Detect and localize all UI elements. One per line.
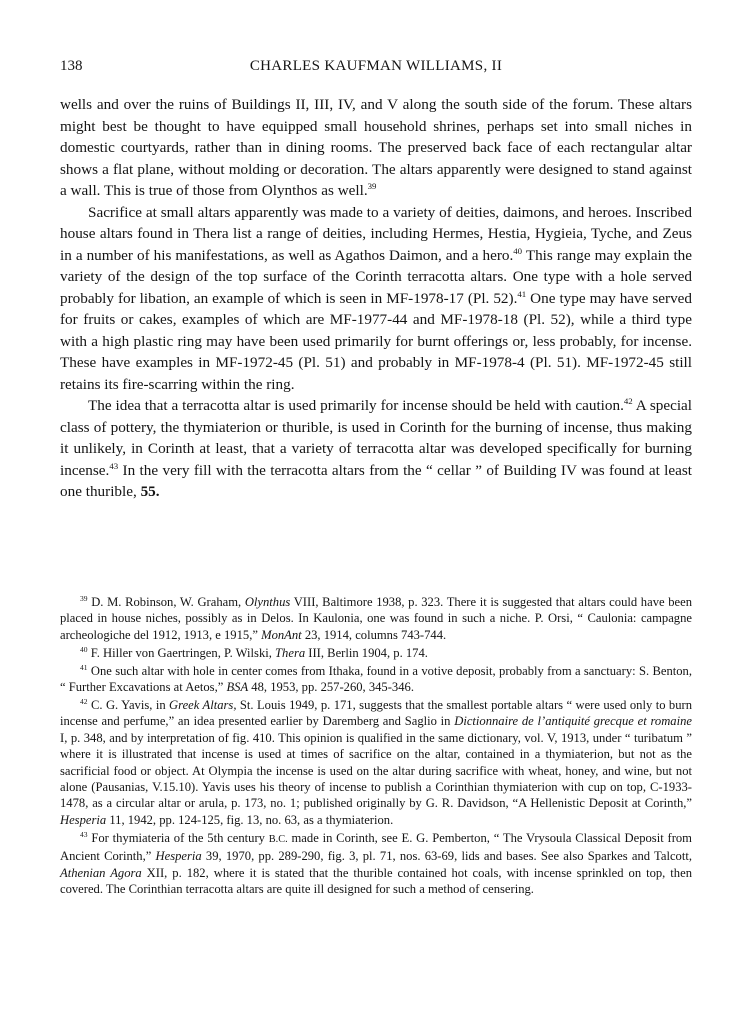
footnote-number: 40 [80, 644, 88, 654]
footnote-number: 43 [80, 829, 88, 839]
footnote-40: $^{40}$ F. Hiller von Gaertringen, P. Wilski, Thera III, Berlin 1904, p. 174. [80, 644, 428, 660]
page-number: 138 [60, 58, 83, 74]
footnote-number: 42 [80, 696, 88, 706]
footnote-42: $^{42}$ C. G. Yavis, in Greek Altars, St. Louis 1949, p. 171, suggests that the smallest portable altars “ were used only to burn incense and perfume,” an idea presented earlier by Daremberg and Saglio in Dictionnaire de l’antiquité grecque et romaine I, p. 348, and by interpretation of fig. 410. This opinion is qualified in the same dictionary, vol. V, 1913, under “ turibatum ” where it is illustrated that incense is used at times of sacrifice on the altar, contained in a thymiaterion, but not as the sacrificial food or object. At Olympia the incense is used on the altar during sacrifice with wheat, honey, and wine, but not alone (Pausanias, V.15.10). Yavis uses his theory of incense to publish a Corinthian thymiaterion with cup on top, C-1933-1478, as a circular altar or arula, p. 173, no. 1; published originally by G. R. Davidson, “A Hellenistic Deposit at Corinth,” Hesperia 11, 1942, pp. 124-125, fig. 13, no. 63, as a thymiaterion. [60, 696, 692, 827]
footnote-ref-43[interactable]: 43 [109, 460, 119, 471]
footnote-41: $^{41}$ One such altar with hole in center comes from Ithaka, found in a votive deposit, probably from a sanctuary: S. Benton, “ Further Excavations at Aetos,” BSA 48, 1953, pp. 257-260, 345-346. [60, 662, 692, 695]
paragraph-1: wells and over the ruins of Buildings II, III, IV, and V along the south side of the forum. These altars might best be thought to have equipped small household shrines, perhaps set into small niches in domestic courtyards, rather than in dining rooms. The preserved back face of each rectangular altar shows a flat plane, without molding or decoration. The altars apparently were designed to stand against a wall. This is true of those from Olynthos as well.$^{39}$ [60, 96, 692, 199]
paragraph-3: The idea that a terracotta altar is used primarily for incense should be held with caution.$^{42}$ A special class of pottery, the thymiaterion or thurible, is used in Corinth for the burning of incense, thus making it unlikely, in Corinth at least, that a variety of terracotta altar was developed specifically for burning incense.$^{43}$ In the very fill with the terracotta altars from the “ cellar ” of Building IV was found at least one thurible, 55. [60, 395, 693, 500]
paragraph-2: Sacrifice at small altars apparently was made to a variety of deities, daimons, and heroes. Inscribed house altars found in Thera list a range of deities, including Hermes, Hestia, Hygieia, Tyche, and Zeus in a number of his manifestations, as well as Agathos Daimon, and a hero.$^{40}$ This range may explain the variety of the design of the top surface of the Corinth terracotta altars. One type with a hole served probably for libation, an example of which is seen in MF-1978-17 (Pl. 52).$^{41}$ One type may have served for fruits or cakes, examples of which are MF-1977-44 and MF-1978-18 (Pl. 52), while a third type with a high plastic ring may have been used primarily for burnt offerings or, less probably, for incense. These have examples in MF-1972-45 (Pl. 51) and probably in MF-1978-4 (Pl. 51). MF-1972-45 still retains its fire-scarring within the ring. [60, 203, 693, 393]
footnote-ref-41[interactable]: 41 [517, 288, 527, 299]
footnote-43: $^{43}$ For thymiateria of the 5th century B.C. made in Corinth, see E. G. Pemberton, “ The Vrysoula Classical Deposit from Ancient Corinth,” Hesperia 39, 1970, pp. 289-290, fig. 3, pl. 71, nos. 63-69, lids and bases. See also Sparkes and Talcott, Athenian Agora XII, p. 182, where it is stated that the thurible contained hot coals, with incense sprinkled on top, then covered. The Corinthian terracotta altars are quite ill designed for such a method of censering. [60, 829, 692, 896]
page-header [60, 58, 692, 80]
footnote-ref-42[interactable]: 42 [623, 395, 633, 406]
footnote-ref-40[interactable]: 40 [513, 245, 523, 256]
footnote-number: 41 [80, 662, 88, 672]
running-head: CHARLES KAUFMAN WILLIAMS, II [249, 58, 503, 74]
footnote-number: 39 [80, 593, 88, 603]
main-text [60, 94, 692, 503]
plate-reference: 55. [140, 483, 160, 500]
footnote-39: $^{39}$ D. M. Robinson, W. Graham, Olynthus VIII, Baltimore 1938, p. 323. There it is suggested that altars could have been placed in house niches, possibly as in Delos. In Kaulonia, one was found in such a niche. P. Orsi, “ Caulonia: campagne archeologiche del 1912, 1913, e 1915,” MonAnt 23, 1914, columns 743-744. [60, 593, 692, 642]
footnote-ref-39[interactable]: 39 [367, 180, 377, 191]
footnotes [60, 594, 692, 897]
